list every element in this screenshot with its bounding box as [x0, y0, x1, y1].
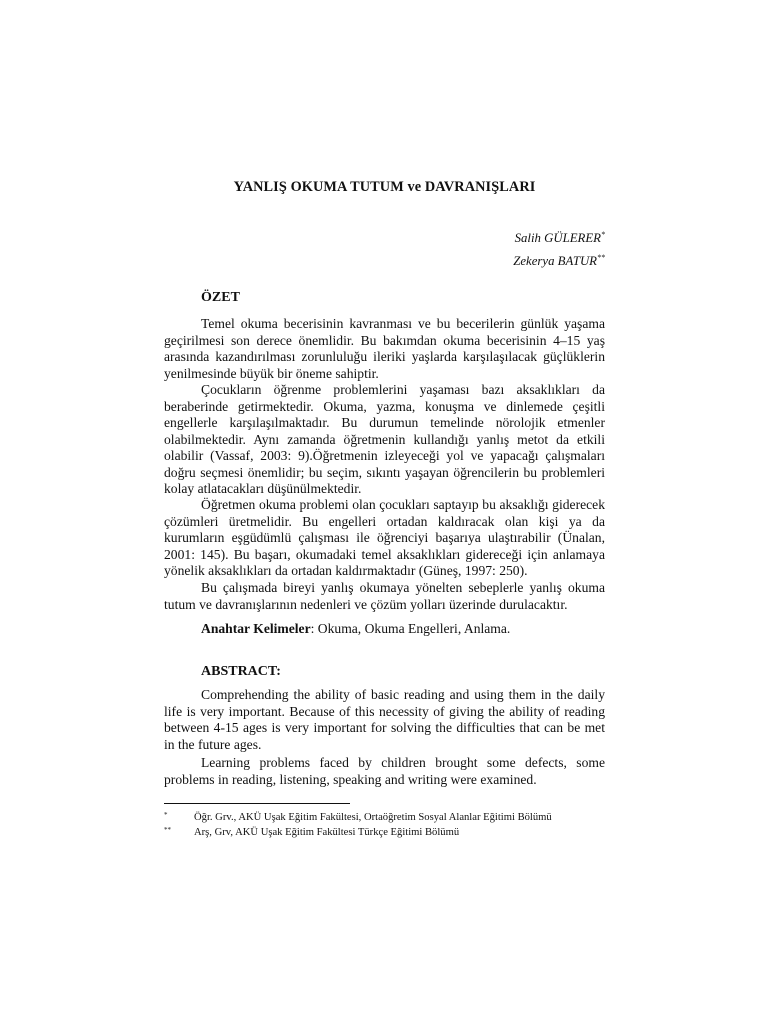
ozet-heading: ÖZET	[201, 290, 240, 305]
footnote-2	[164, 823, 459, 840]
abstract-paragraph-1: Comprehending the ability of basic reading and using them in the daily life is very important. Because of this necessity of giving the ability of reading between 4-15 ages is very important for solving the difficulties that can be met in the future ages.	[164, 687, 605, 752]
abstract-paragraph-2: Learning problems faced by children brought some defects, some problems in reading, listening, speaking and writing were examined.	[164, 755, 605, 787]
footnote-divider	[164, 803, 350, 804]
abstract-heading: ABSTRACT:	[201, 664, 281, 679]
ozet-paragraph-3: Öğretmen okuma problemi olan çocukları saptayıp bu aksaklığı giderecek çözümleri üretmelidir. Bu engelleri ortadan kaldıracak olan kişi ya da kurumların eşgüdümlü çalışması ile öğrenciyi başarıya ulaştırabilir (Ünalan, 2001: 145). Bu başarı, okumadaki temel aksaklıkları gidereceği için anlamaya yönelik aksaklıkları da ortadan kaldırmaktadır (Güneş, 1997: 250).	[164, 497, 605, 578]
author-1-mark: *	[601, 230, 605, 239]
author-1	[513, 225, 605, 248]
footnote-1-mark: *	[164, 811, 168, 819]
keywords-text: : Okuma, Okuma Engelleri, Anlama.	[310, 621, 511, 636]
author-2-mark: **	[597, 253, 605, 262]
ozet-paragraph-2: Çocukların öğrenme problemlerini yaşaması bazı aksaklıkları da beraberinde getirmektedir. Okuma, yazma, konuşma ve dinlemede çeşitli engellerle karşılaşılmaktadır. Bu durumun temelinde nörolojik etmenler olabilmektedir. Aynı zamanda öğretmenin kullandığı yanlış metot da etkili olabilir (Vassaf, 2003: 9).Öğretmenin izleyeceği yol ve yapacağı çalışmaları doğru seçmesi önemlidir; bu seçim, sıkıntı yaşayan öğrencilerin bu problemleri kolay atlatacakları düşünülmektedir.	[164, 382, 605, 496]
footnote-2-text: Arş, Grv, AKÜ Uşak Eğitim Fakültesi Türkçe Eğitimi Bölümü	[194, 827, 460, 838]
author-2	[513, 248, 605, 271]
ozet-paragraph-4: Bu çalışmada bireyi yanlış okumaya yönelten sebeplerle yanlış okuma tutum ve davranışlarının nedenleri ve çözüm yolları üzerinde durulacaktır.	[164, 580, 605, 612]
author-2-name: Zekerya BATUR	[513, 254, 597, 268]
keywords-label: Anahtar Kelimeler	[201, 621, 311, 636]
ozet-paragraph-1: Temel okuma becerisinin kavranması ve bu becerilerin günlük yaşama geçirilmesi son derece önemlidir. Bu bakımdan okuma becerisinin 4–15 yaş arasında kazandırılması zorunluluğu ileriki yaşlarda karşılaşılacak güçlüklerin yenilmesinde büyük bir öneme sahiptir.	[164, 316, 605, 381]
keywords-line	[164, 621, 605, 638]
footnote-2-mark: **	[164, 826, 171, 834]
author-block	[513, 225, 605, 271]
paper-title: YANLIŞ OKUMA TUTUM ve DAVRANIŞLARI	[233, 179, 536, 195]
author-1-name: Salih GÜLERER	[514, 231, 601, 245]
footnote-1-text: Öğr. Grv., AKÜ Uşak Eğitim Fakültesi, Ortaöğretim Sosyal Alanlar Eğitimi Bölümü	[194, 812, 552, 823]
